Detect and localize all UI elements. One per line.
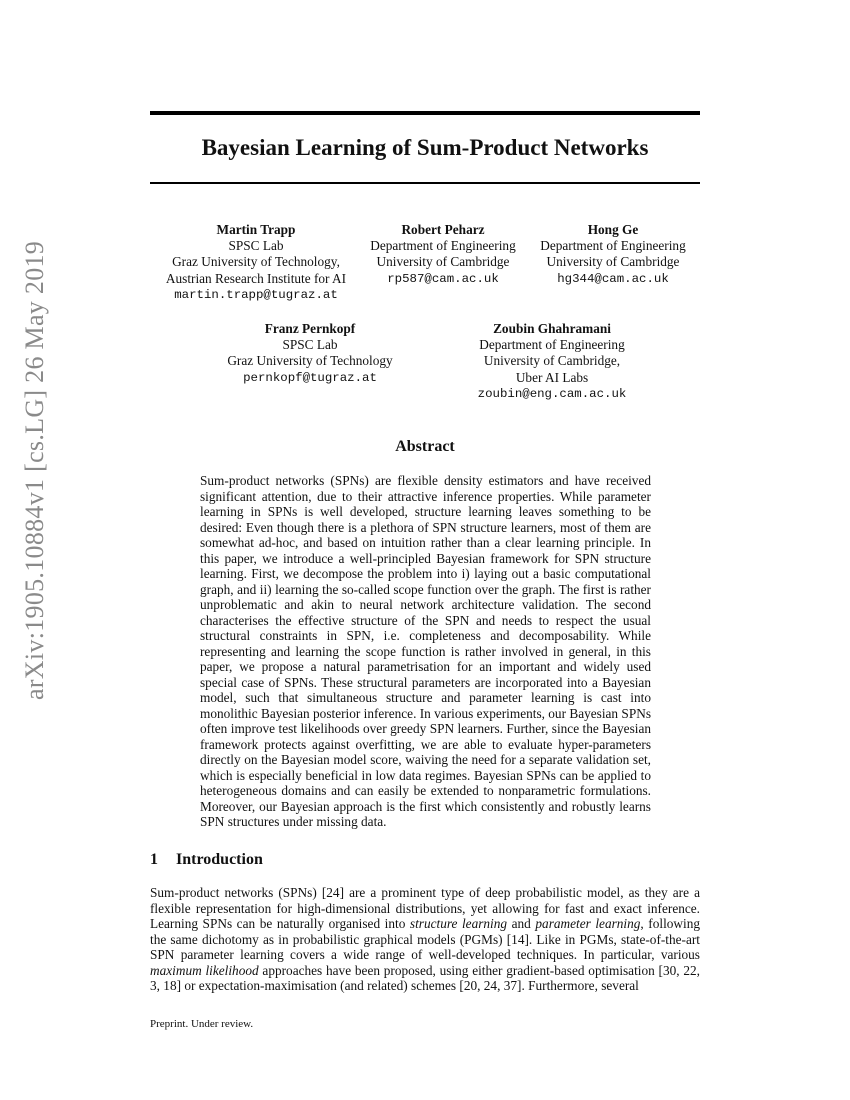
author-affiliation: University of Cambridge, <box>483 353 621 369</box>
author-name: Hong Ge <box>587 222 639 237</box>
author-name: Franz Pernkopf <box>264 321 356 336</box>
author-block <box>530 222 696 287</box>
author-affiliation: Uber AI Labs <box>515 369 589 385</box>
author-block <box>358 222 528 287</box>
author-affiliation: Department of Engineering <box>540 238 686 254</box>
author-affiliation: Graz University of Technology, <box>172 254 340 270</box>
author-email: zoubin@eng.cam.ac.uk <box>477 386 627 401</box>
abstract-heading: Abstract <box>395 438 455 455</box>
abstract-text: Sum-product networks (SPNs) are flexible density estimators and have received significant attention, due to their attractive inference properties. While parameter learning in SPNs is well developed, structure learning leaves something to be desired: Even though there is a plethora of SPN structure learners, most of them are somewhat ad-hoc, and based on intuition rather than a clear learning principle. In this paper, we introduce a well-principled Bayesian framework for SPN structure learning. First, we decompose the problem into i) laying out a basic computational graph, and ii) learning the so-called scope function over the graph. The first is rather unproblematic and akin to neural network architecture validation. The second characterises the effective structure of the SPN and needs to respect the usual structural constraints in SPN, i.e. completeness and decomposability. While representing and learning the scope function is rather involved in general, in this paper, we propose a natural parametrisation for an important and widely used special case of SPNs. These structural parameters are incorporated into a Bayesian model, such that simultaneous structure and parameter learning is cast into monolithic Bayesian posterior inference. In various experiments, our Bayesian SPNs often improve test likelihoods over greedy SPN learners. Further, since the Bayesian framework protects against overfitting, we are able to evaluate hyper-parameters directly on the Bayesian model score, waiving the need for a separate validation set, which is especially beneficial in low data regimes. Bayesian SPNs can be applied to heterogeneous domains and can easily be extended to nonparametric formulations. Moreover, our Bayesian approach is the first which consistently and robustly learns SPN structures under missing data. <box>200 473 651 829</box>
section-title: Introduction <box>176 851 263 868</box>
section-heading <box>150 851 263 869</box>
paper-title: Bayesian Learning of Sum-Product Networks <box>201 135 649 160</box>
author-affiliation: Department of Engineering <box>370 238 516 254</box>
preprint-footer: Preprint. Under review. <box>150 1018 254 1030</box>
author-block <box>466 321 638 402</box>
paragraph-text: approaches have been proposed, using either gradient-based optimisation [30, 22, 3, 18] or expectation-maximisation (and related) schemes [20, 24, 37]. Furthermore, several <box>150 962 700 993</box>
author-affiliation: University of Cambridge <box>546 254 680 270</box>
author-affiliation: Department of Engineering <box>479 337 625 353</box>
author-name: Zoubin Ghahramani <box>493 321 611 336</box>
author-affiliation: University of Cambridge <box>376 254 510 270</box>
introduction-paragraph <box>150 885 700 994</box>
author-block <box>158 222 354 303</box>
paragraph-text: Sum-product networks (SPNs) [24] are a prominent type of deep probabilistic model, as they are a flexible representation for high-dimensional distributions, yet allowing for fast and exact inference. Learning SPNs can be naturally organised into <box>150 885 700 931</box>
author-email: hg344@cam.ac.uk <box>557 271 669 286</box>
author-email: martin.trapp@tugraz.at <box>174 287 338 302</box>
author-block <box>212 321 408 386</box>
paragraph-text: and <box>507 916 536 931</box>
title-top-rule <box>150 111 700 115</box>
author-affiliation: Austrian Research Institute for AI <box>165 270 347 286</box>
paragraph-text: , following the same dichotomy as in probabilistic graphical models (PGMs) [14]. Like in PGMs, state-of-the-art SPN parameter learning covers a wide range of well-developed techniques. In particular, various <box>150 916 701 962</box>
author-affiliation: SPSC Lab <box>228 238 284 254</box>
author-email: rp587@cam.ac.uk <box>387 271 499 286</box>
arxiv-identifier-stamp: arXiv:1905.10884v1 [cs.LG] 26 May 2019 <box>20 240 49 700</box>
emphasized-term: maximum likelihood <box>150 962 259 978</box>
author-email: pernkopf@tugraz.at <box>243 370 377 385</box>
author-affiliation: Graz University of Technology <box>227 353 393 369</box>
author-name: Robert Peharz <box>401 222 485 237</box>
author-affiliation: SPSC Lab <box>282 337 338 353</box>
author-name: Martin Trapp <box>216 222 296 237</box>
emphasized-term: structure learning <box>409 916 508 931</box>
emphasized-term: parameter learning <box>535 916 641 931</box>
section-number: 1 <box>150 851 158 868</box>
title-bottom-rule <box>150 182 700 184</box>
